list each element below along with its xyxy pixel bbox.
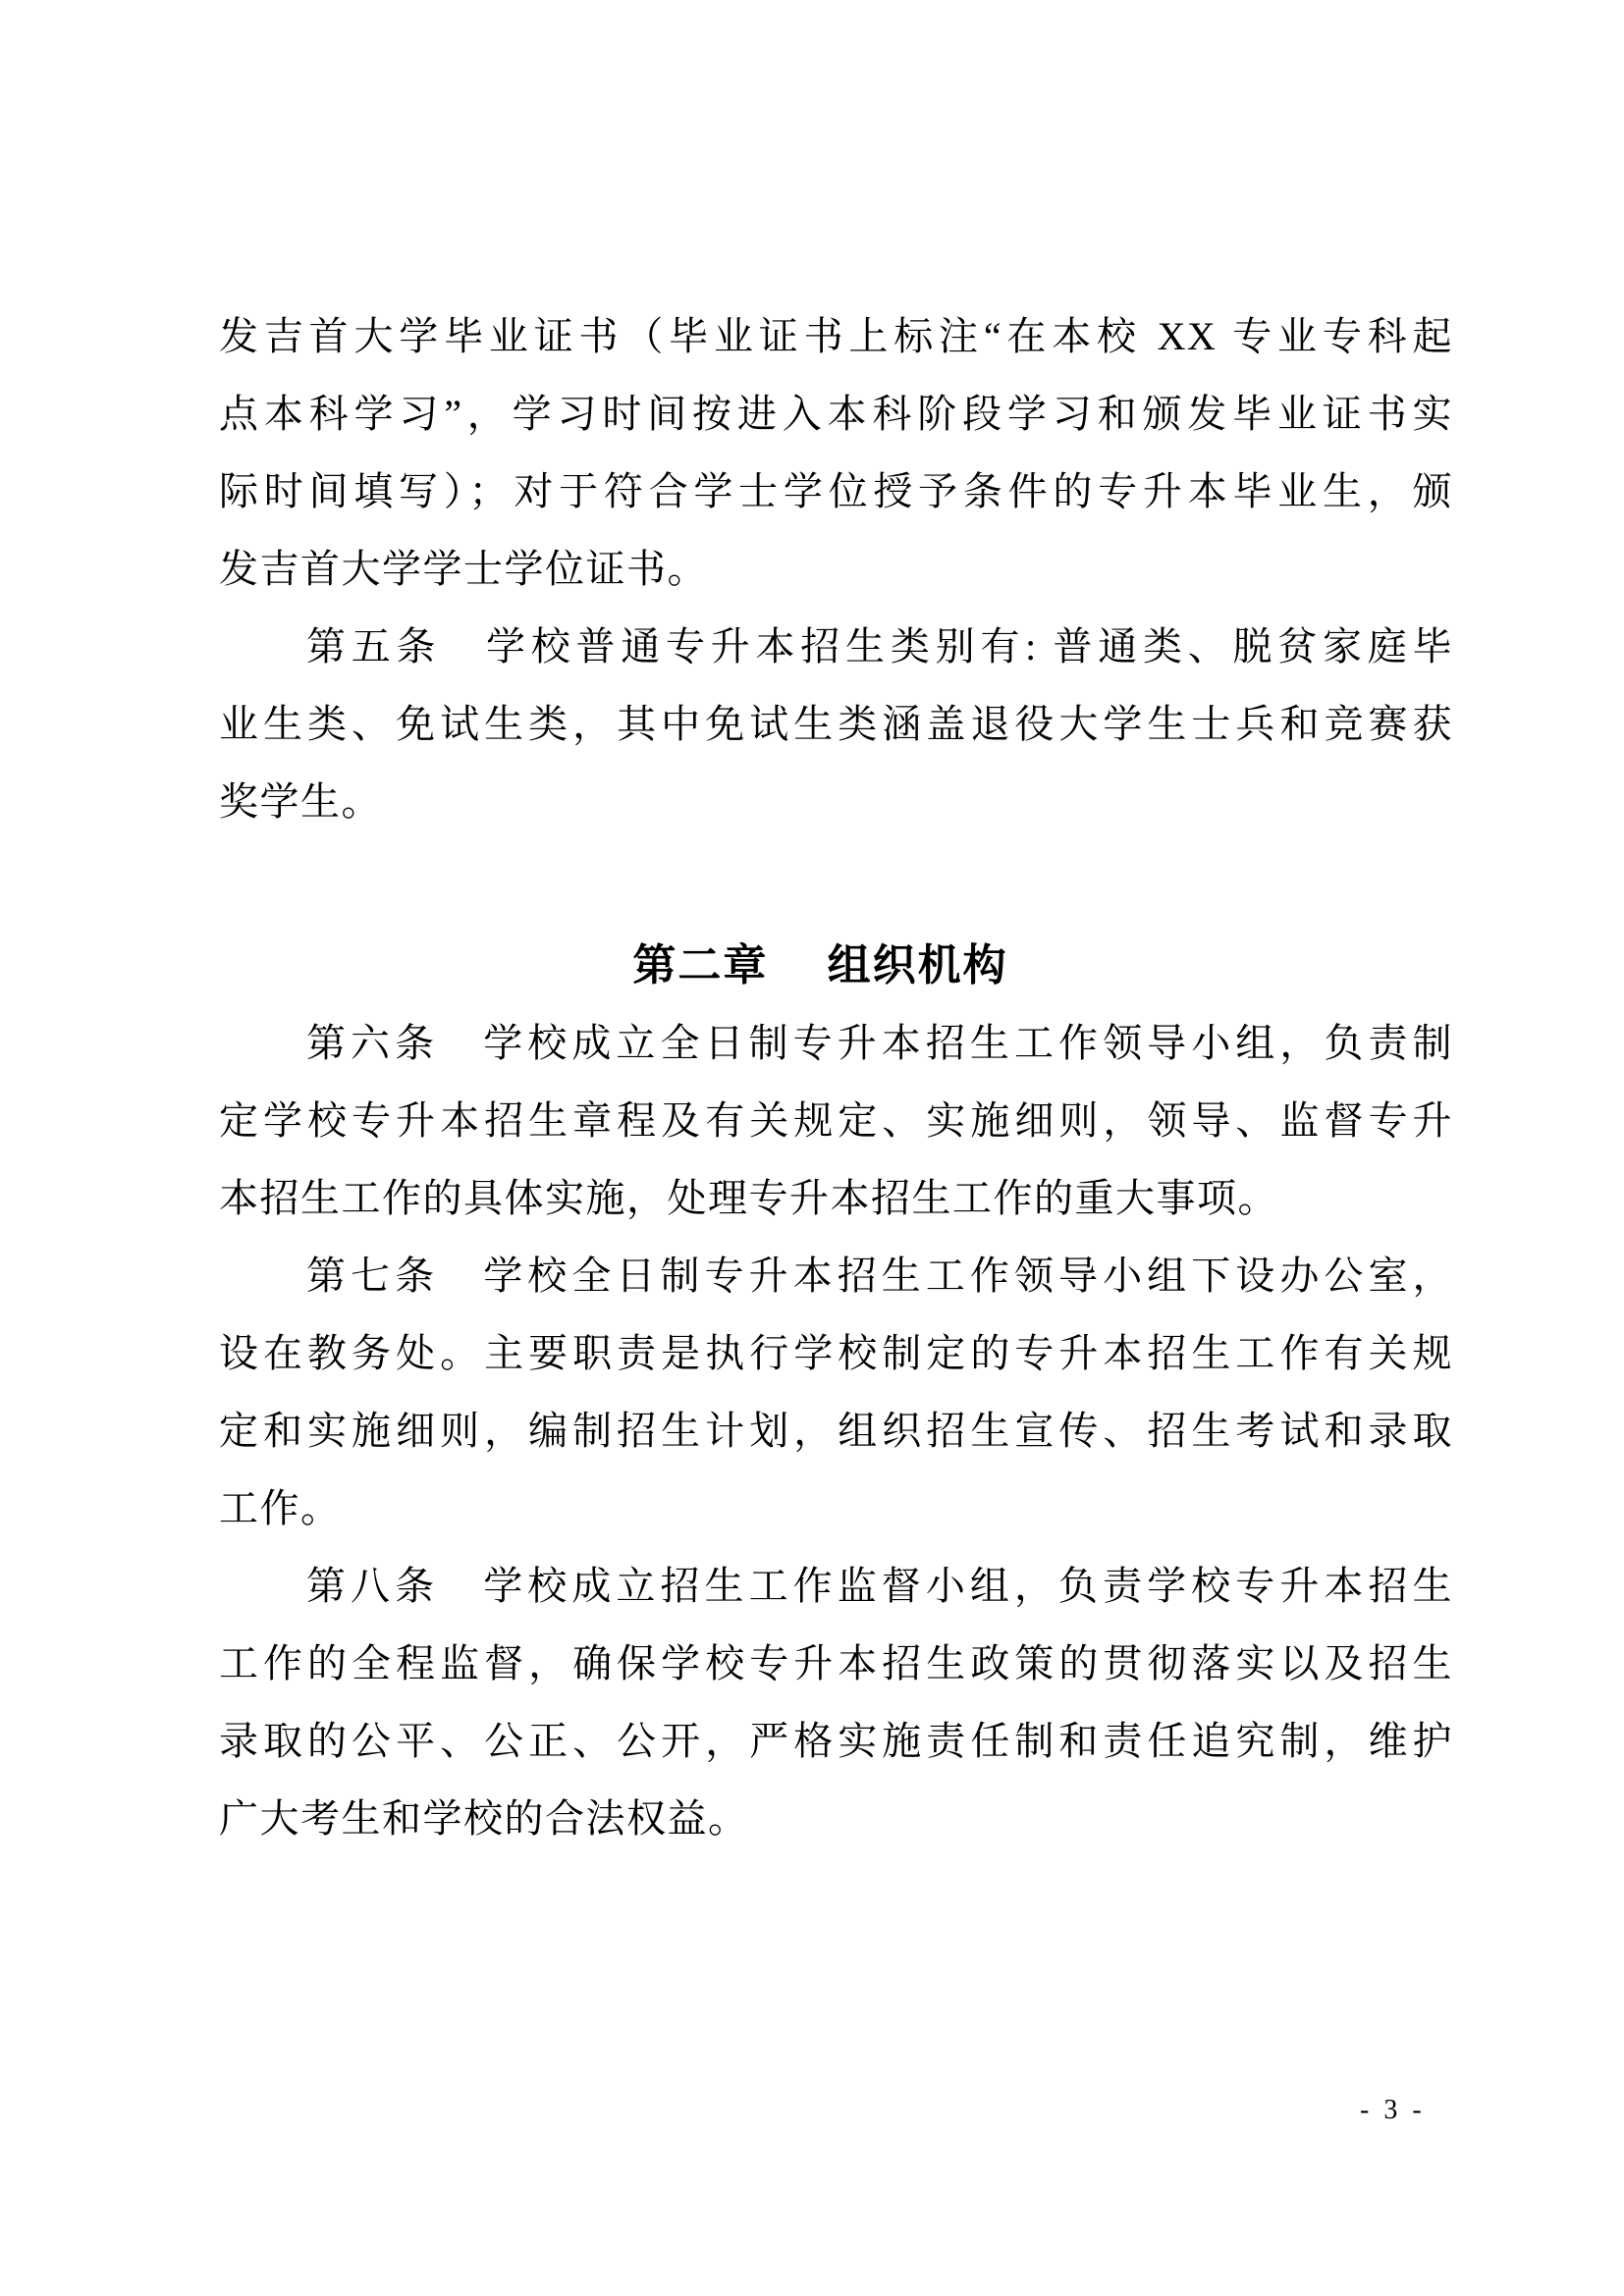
text-line: 工作的全程监督，确保学校专升本招生政策的贯彻落实以及招生 xyxy=(219,1641,1453,1685)
page-number: - 3 - xyxy=(1360,2095,1426,2125)
text-line: 奖学生。 xyxy=(219,779,382,824)
text-line: 定和实施细则，编制招生计划，组织招生宣传、招生考试和录取 xyxy=(219,1409,1453,1453)
text-line: 工作。 xyxy=(219,1486,342,1530)
text-line: 发吉首大学毕业证书（毕业证书上标注“在本校 XX 专业专科起 xyxy=(219,314,1453,358)
text-line: 录取的公平、公正、公开，严格实施责任制和责任追究制，维护 xyxy=(219,1719,1453,1763)
text-line: 第五条 学校普通专升本招生类别有: 普通类、脱贫家庭毕 xyxy=(306,624,1453,668)
text-line: 业生类、免试生类，其中免试生类涵盖退役大学生士兵和竞赛获 xyxy=(219,702,1453,746)
document-body xyxy=(219,297,1453,1857)
chapter-heading: 第二章 组织机构 xyxy=(632,941,1008,989)
text-line: 本招生工作的具体实施，处理专升本招生工作的重大事项。 xyxy=(219,1176,1278,1220)
text-line: 点本科学习”，学习时间按进入本科阶段学习和颁发毕业证书实 xyxy=(219,392,1453,436)
text-line: 广大考生和学校的合法权益。 xyxy=(219,1796,749,1841)
text-line: 定学校专升本招生章程及有关规定、实施细则，领导、监督专升 xyxy=(219,1098,1453,1143)
text-line: 发吉首大学学士学位证书。 xyxy=(219,547,708,591)
text-line: 第八条 学校成立招生工作监督小组，负责学校专升本招生 xyxy=(306,1564,1453,1608)
text-line: 第七条 学校全日制专升本招生工作领导小组下设办公室， xyxy=(306,1254,1453,1298)
text-line: 第六条 学校成立全日制专升本招生工作领导小组，负责制 xyxy=(306,1021,1453,1065)
text-line: 设在教务处。主要职责是执行学校制定的专升本招生工作有关规 xyxy=(219,1331,1453,1375)
text-line: 际时间填写）；对于符合学士学位授予条件的专升本毕业生，颁 xyxy=(219,469,1453,513)
